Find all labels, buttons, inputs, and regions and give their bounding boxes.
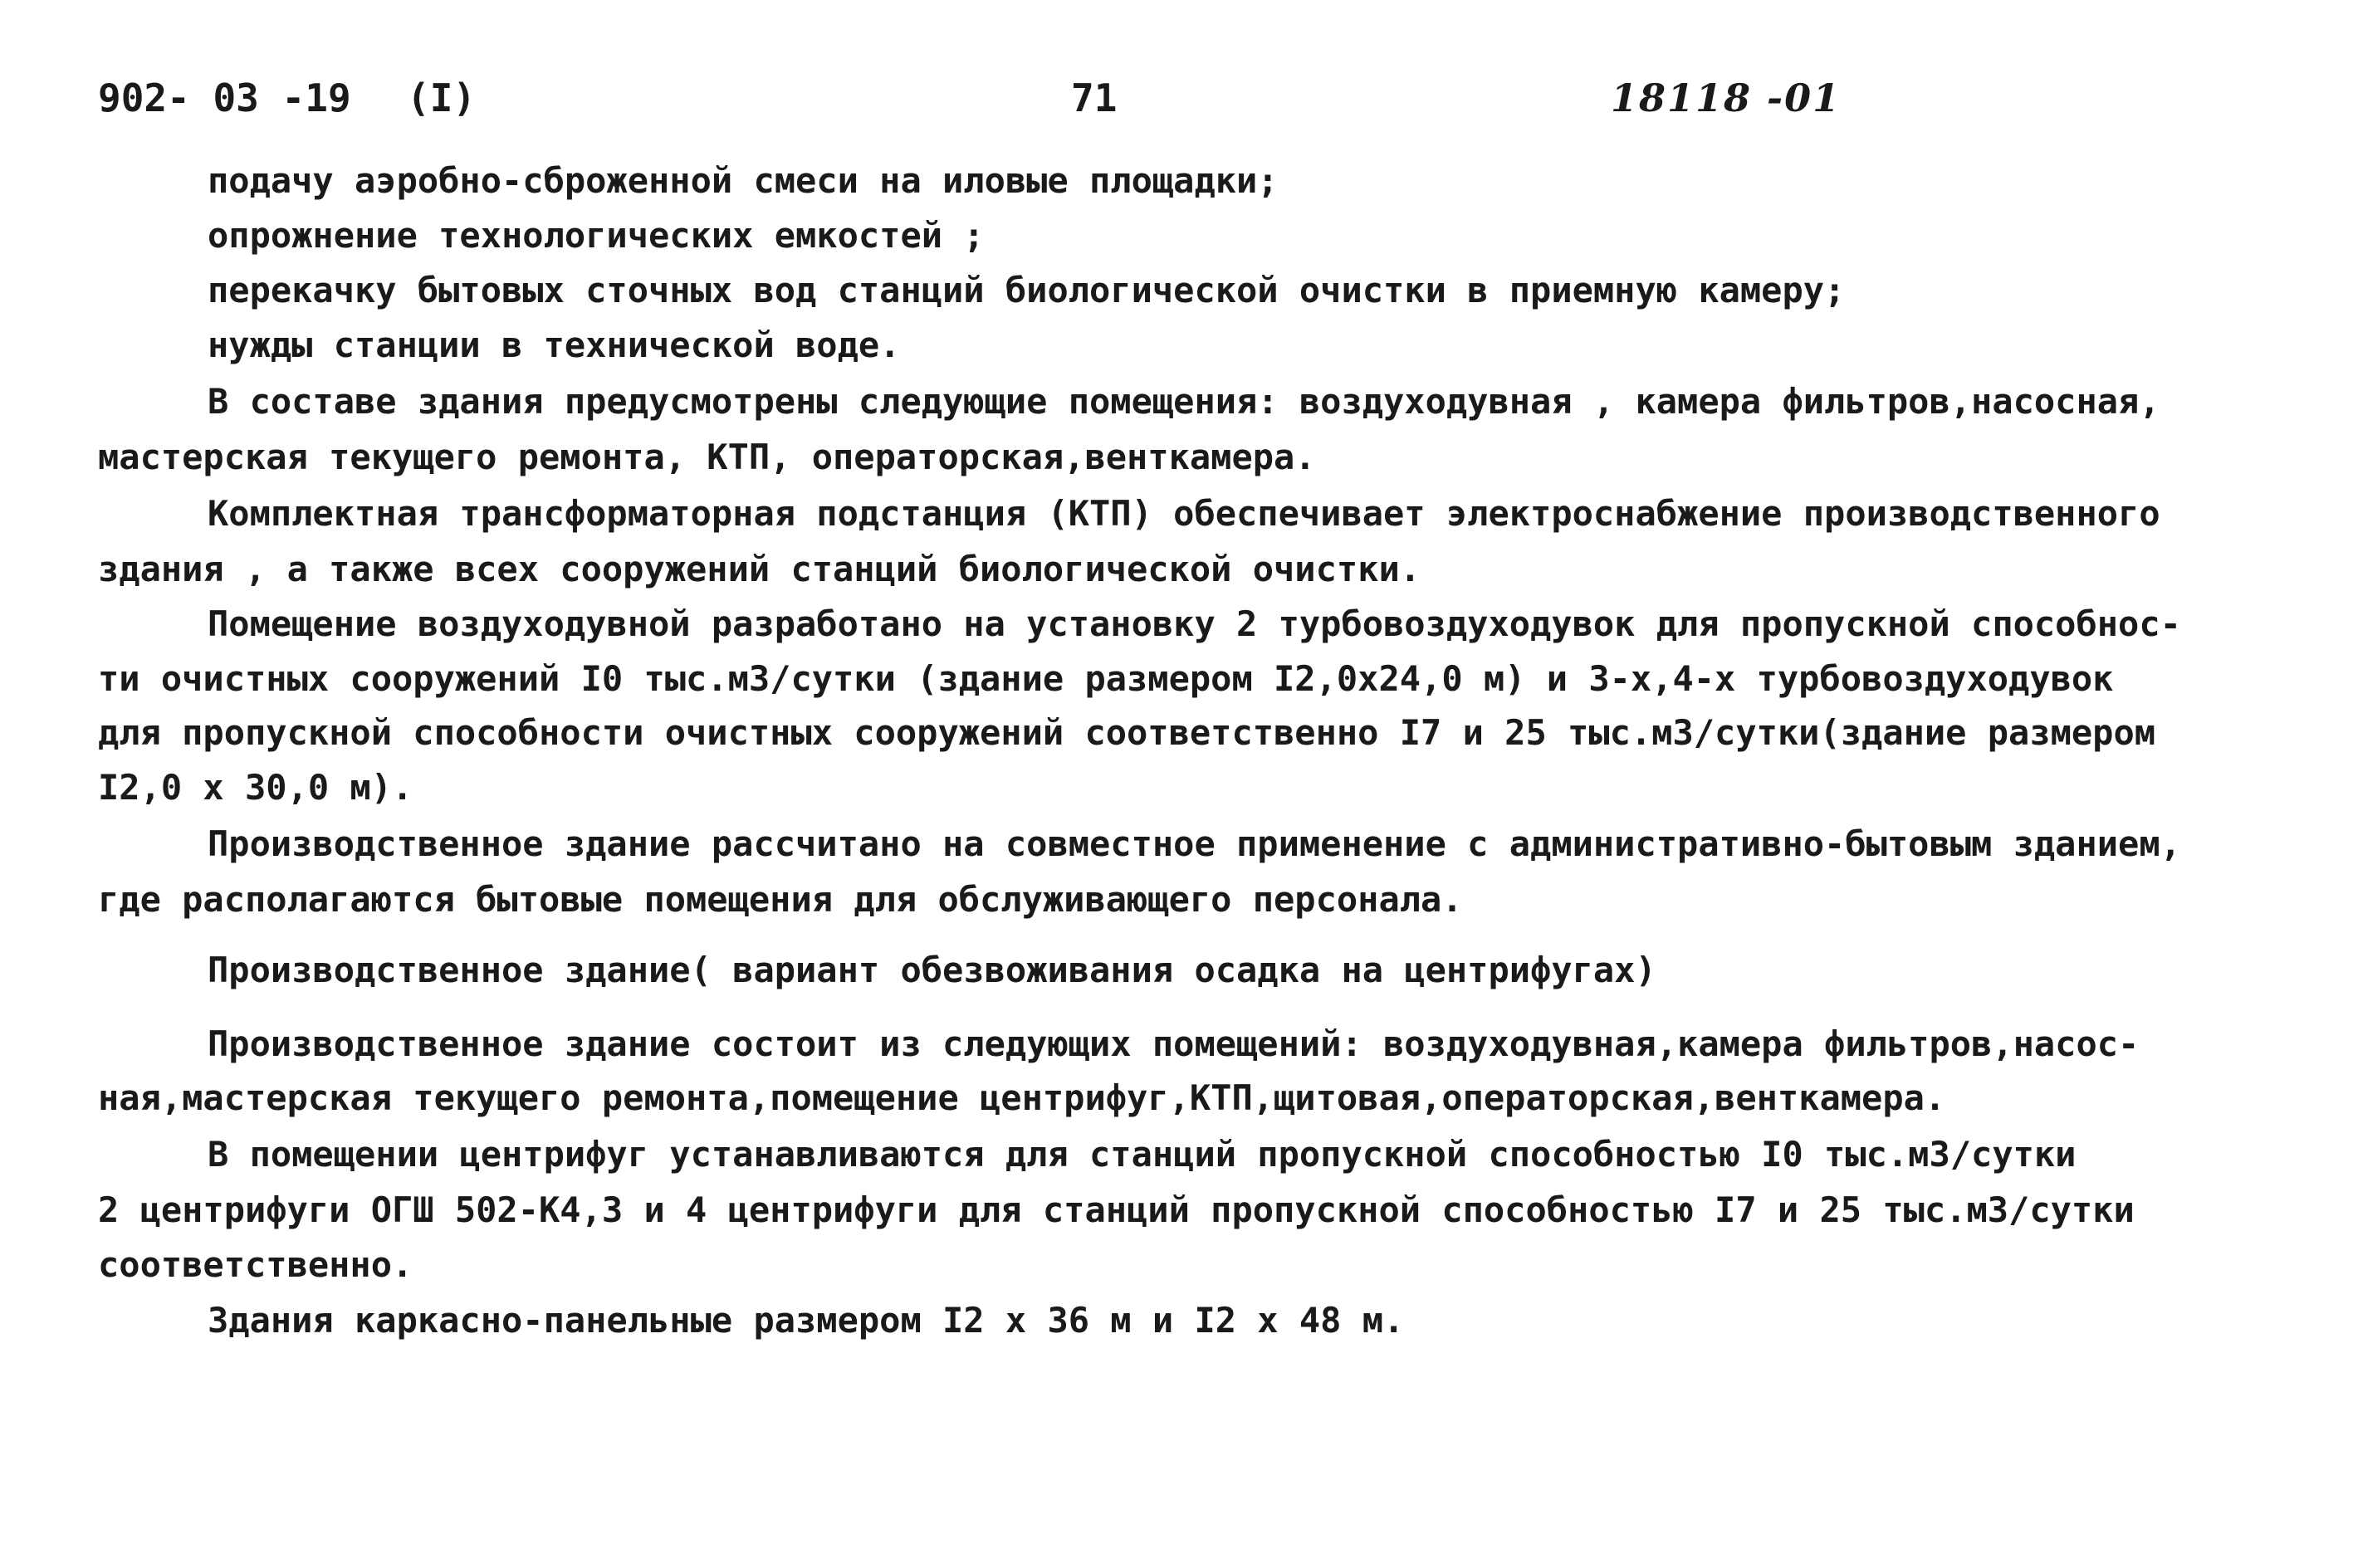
text-line: Помещение воздуходувной разработано на установку 2 турбовоздуходувок для пропускной способнос- xyxy=(208,603,2181,644)
text-line: Производственное здание рассчитано на совместное применение с административно-бытовым зданием, xyxy=(208,823,2181,864)
page-number: 71 xyxy=(1071,76,1118,120)
document-code: 902- 03 -19 xyxy=(98,76,351,120)
text-line: нужды станции в технической воде. xyxy=(208,325,901,365)
text-line: где располагаются бытовые помещения для обслуживающего персонала. xyxy=(98,879,1463,920)
text-line: ная,мастерская текущего ремонта,помещение центрифуг,КТП,щитовая,операторская,венткамера. xyxy=(98,1077,1946,1118)
text-line: ти очистных сооружений I0 тыс.м3/сутки (здание размером I2,0х24,0 м) и 3-х,4-х турбовоздуходувок xyxy=(98,658,2114,699)
text-line: соответственно. xyxy=(98,1244,413,1285)
inventory-number: 18118 -01 xyxy=(1611,76,1842,120)
text-line: мастерская текущего ремонта, КТП, операторская,венткамера. xyxy=(98,437,1316,477)
text-line: 2 центрифуги ОГШ 502-К4,3 и 4 центрифуги для станций пропускной способностью I7 и 25 тыс.м3/сутки xyxy=(98,1189,2135,1230)
text-line: Здания каркасно-панельные размером I2 х 36 м и I2 х 48 м. xyxy=(208,1300,1405,1341)
text-line: Производственное здание состоит из следующих помещений: воздуходувная,камера фильтров,насос- xyxy=(208,1023,2140,1064)
text-line: для пропускной способности очистных сооружений соответственно I7 и 25 тыс.м3/сутки(здание размером xyxy=(98,712,2156,753)
text-line: Комплектная трансформаторная подстанция (КТП) обеспечивает электроснабжение производственного xyxy=(208,493,2160,534)
text-line: В помещении центрифуг устанавливаются для станций пропускной способностью I0 тыс.м3/сутки xyxy=(208,1134,2077,1175)
text-line: опрожнение технологических емкостей ; xyxy=(208,215,985,256)
part-number: (I) xyxy=(407,76,477,120)
text-line: подачу аэробно-сброженной смеси на иловые площадки; xyxy=(208,160,1279,201)
text-line: перекачку бытовых сточных вод станций биологической очистки в приемную камеру; xyxy=(208,270,1846,310)
section-heading: Производственное здание( вариант обезвоживания осадка на центрифугах) xyxy=(208,950,1656,990)
text-line: здания , а также всех сооружений станций биологической очистки. xyxy=(98,549,1421,589)
text-line: В составе здания предусмотрены следующие помещения: воздуходувная , камера фильтров,насосная, xyxy=(208,381,2160,422)
text-line: I2,0 х 30,0 м). xyxy=(98,767,413,808)
